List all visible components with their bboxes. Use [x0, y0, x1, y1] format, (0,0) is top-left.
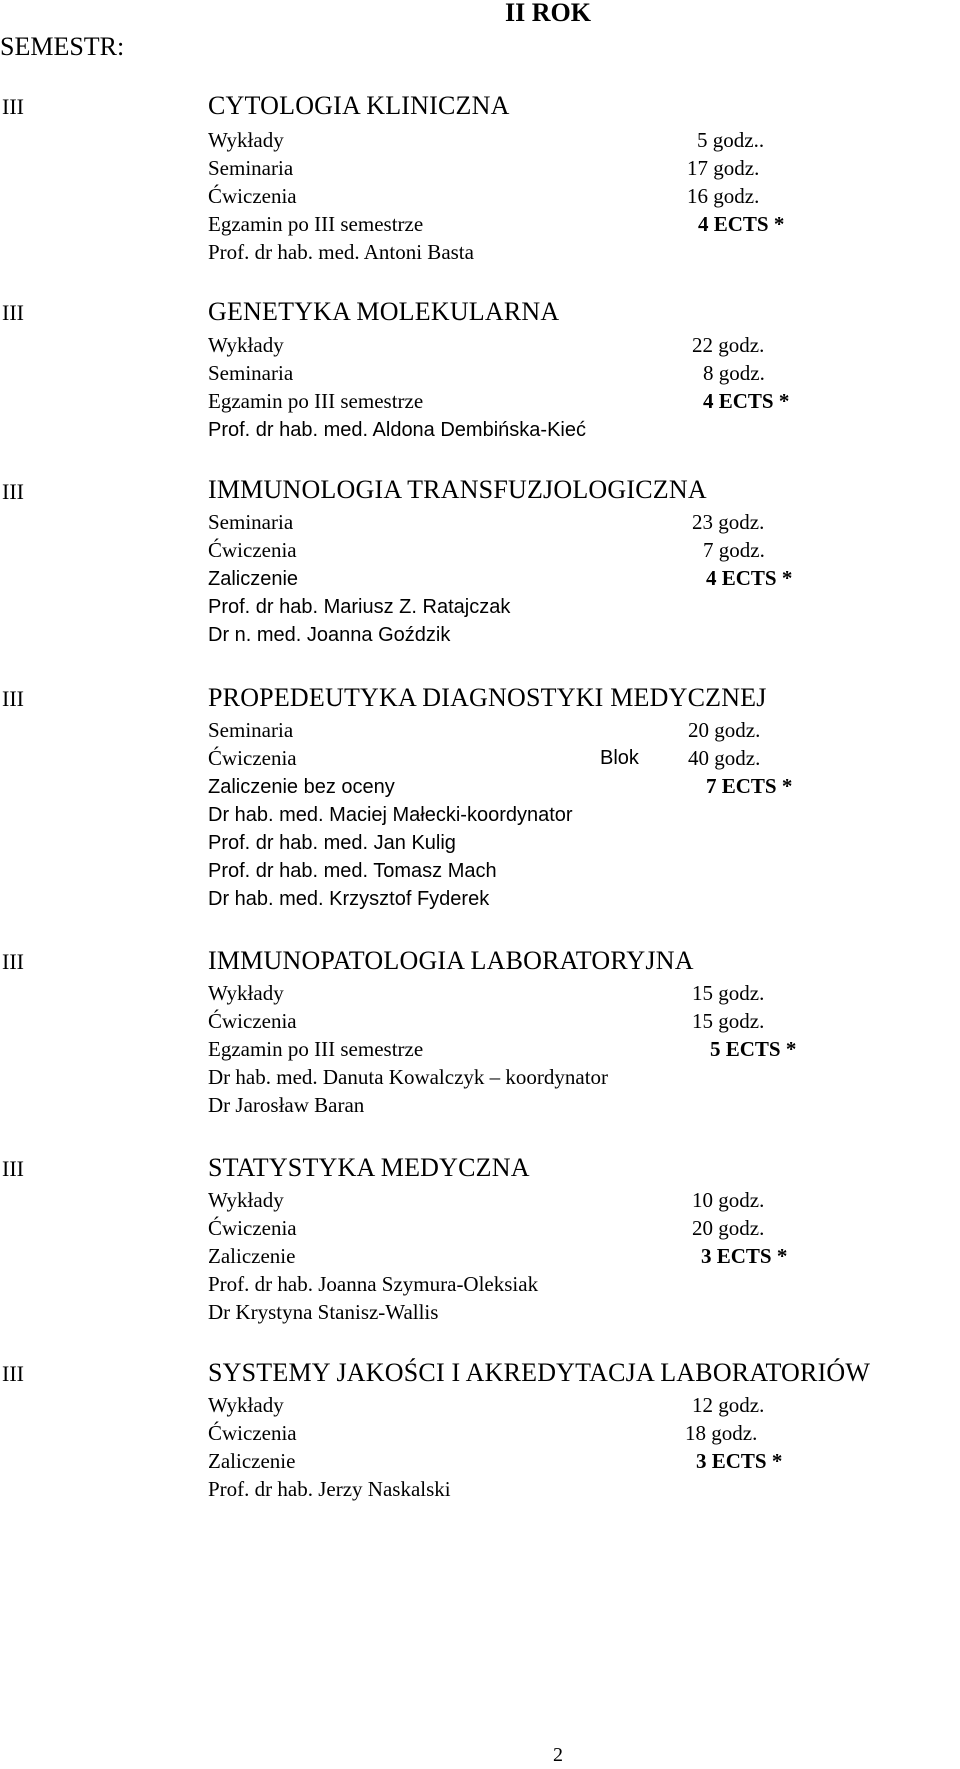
- course-title: STATYSTYKA MEDYCZNA: [208, 1153, 530, 1182]
- course-instructor: Dr hab. med. Maciej Małecki-koordynator: [208, 804, 573, 826]
- course-line-hours: 20 godz.: [692, 1216, 765, 1240]
- course-line-hours: 8 godz.: [703, 361, 765, 385]
- course-instructor: Dr n. med. Joanna Goździk: [208, 624, 451, 646]
- course-line-label: Ćwiczenia: [208, 1216, 297, 1240]
- course-instructor: Prof. dr hab. Jerzy Naskalski: [208, 1477, 451, 1501]
- course-instructor: Dr hab. med. Krzysztof Fyderek: [208, 888, 490, 910]
- course-line-ects: 7 ECTS *: [706, 774, 793, 798]
- course-line-hours: 17 godz.: [687, 156, 760, 180]
- course-line-label: Wykłady: [208, 333, 284, 357]
- course-line-label: Wykłady: [208, 1188, 284, 1212]
- course-title: SYSTEMY JAKOŚCI I AKREDYTACJA LABORATORIÓW: [208, 1358, 871, 1387]
- course-title: IMMUNOPATOLOGIA LABORATORYJNA: [208, 946, 694, 975]
- course-line-label: Ćwiczenia: [208, 1009, 297, 1033]
- course-line-label: Egzamin po III semestrze: [208, 1037, 424, 1061]
- course-line-label: Egzamin po III semestrze: [208, 212, 424, 236]
- course-instructor: Dr Jarosław Baran: [208, 1093, 365, 1117]
- course-semester: III: [2, 479, 24, 504]
- course-line-hours: 40 godz.: [688, 746, 761, 770]
- course-line-label: Zaliczenie: [208, 1244, 296, 1268]
- course-title: PROPEDEUTYKA DIAGNOSTYKI MEDYCZNEJ: [208, 683, 767, 712]
- course-line-ects: 5 ECTS *: [710, 1037, 797, 1061]
- course-instructor: Prof. dr hab. med. Jan Kulig: [208, 832, 456, 854]
- blok-label: Blok: [600, 747, 639, 769]
- course-line-hours: 15 godz.: [692, 1009, 765, 1033]
- course-line-label: Egzamin po III semestrze: [208, 389, 424, 413]
- course-line-hours: 22 godz.: [692, 333, 765, 357]
- course-title: GENETYKA MOLEKULARNA: [208, 297, 560, 326]
- course-line-ects: 3 ECTS *: [696, 1449, 783, 1473]
- semester-label: SEMESTR:: [0, 32, 125, 61]
- course-instructor: Dr hab. med. Danuta Kowalczyk – koordynator: [208, 1065, 609, 1089]
- page-number: 2: [553, 1744, 563, 1766]
- course-semester: III: [2, 949, 24, 974]
- course-semester: III: [2, 1156, 24, 1181]
- course-title: IMMUNOLOGIA TRANSFUZJOLOGICZNA: [208, 475, 707, 504]
- course-line-label: Ćwiczenia: [208, 746, 297, 770]
- course-instructor: Prof. dr hab. Mariusz Z. Ratajczak: [208, 596, 511, 618]
- course-line-hours: 16 godz.: [687, 184, 760, 208]
- course-line-hours: 5 godz..: [697, 128, 765, 152]
- course-line-ects: 4 ECTS *: [706, 566, 793, 590]
- course-line-label: Seminaria: [208, 718, 294, 742]
- course-line-hours: 20 godz.: [688, 718, 761, 742]
- course-semester: III: [2, 300, 24, 325]
- course-instructor: Prof. dr hab. med. Tomasz Mach: [208, 860, 497, 882]
- course-instructor: Prof. dr hab. med. Antoni Basta: [208, 240, 474, 264]
- course-line-hours: 12 godz.: [692, 1393, 765, 1417]
- course-line-label: Ćwiczenia: [208, 538, 297, 562]
- course-semester: III: [2, 1361, 24, 1386]
- course-line-label: Seminaria: [208, 361, 294, 385]
- course-line-label: Wykłady: [208, 981, 284, 1005]
- course-line-hours: 7 godz.: [703, 538, 765, 562]
- course-title: CYTOLOGIA KLINICZNA: [208, 91, 510, 120]
- course-line-ects: 3 ECTS *: [701, 1244, 788, 1268]
- course-line-label: Zaliczenie: [208, 1449, 296, 1473]
- course-line-label: Wykłady: [208, 1393, 284, 1417]
- course-semester: III: [2, 686, 24, 711]
- course-semester: III: [2, 94, 24, 119]
- course-line-label: Zaliczenie bez oceny: [208, 776, 395, 798]
- course-line-label: Ćwiczenia: [208, 184, 297, 208]
- course-line-label: Ćwiczenia: [208, 1421, 297, 1445]
- course-line-hours: 18 godz.: [685, 1421, 758, 1445]
- course-line-ects: 4 ECTS *: [698, 212, 785, 236]
- course-line-hours: 23 godz.: [692, 510, 765, 534]
- course-line-label: Zaliczenie: [208, 568, 299, 590]
- course-instructor: Prof. dr hab. Joanna Szymura-Oleksiak: [208, 1272, 539, 1296]
- course-line-label: Seminaria: [208, 510, 294, 534]
- year-heading: II ROK: [505, 0, 591, 27]
- course-line-hours: 10 godz.: [692, 1188, 765, 1212]
- course-instructor: Dr Krystyna Stanisz-Wallis: [208, 1300, 439, 1324]
- course-instructor: Prof. dr hab. med. Aldona Dembińska-Kieć: [208, 419, 586, 441]
- course-line-label: Seminaria: [208, 156, 294, 180]
- course-line-label: Wykłady: [208, 128, 284, 152]
- course-line-ects: 4 ECTS *: [703, 389, 790, 413]
- course-line-hours: 15 godz.: [692, 981, 765, 1005]
